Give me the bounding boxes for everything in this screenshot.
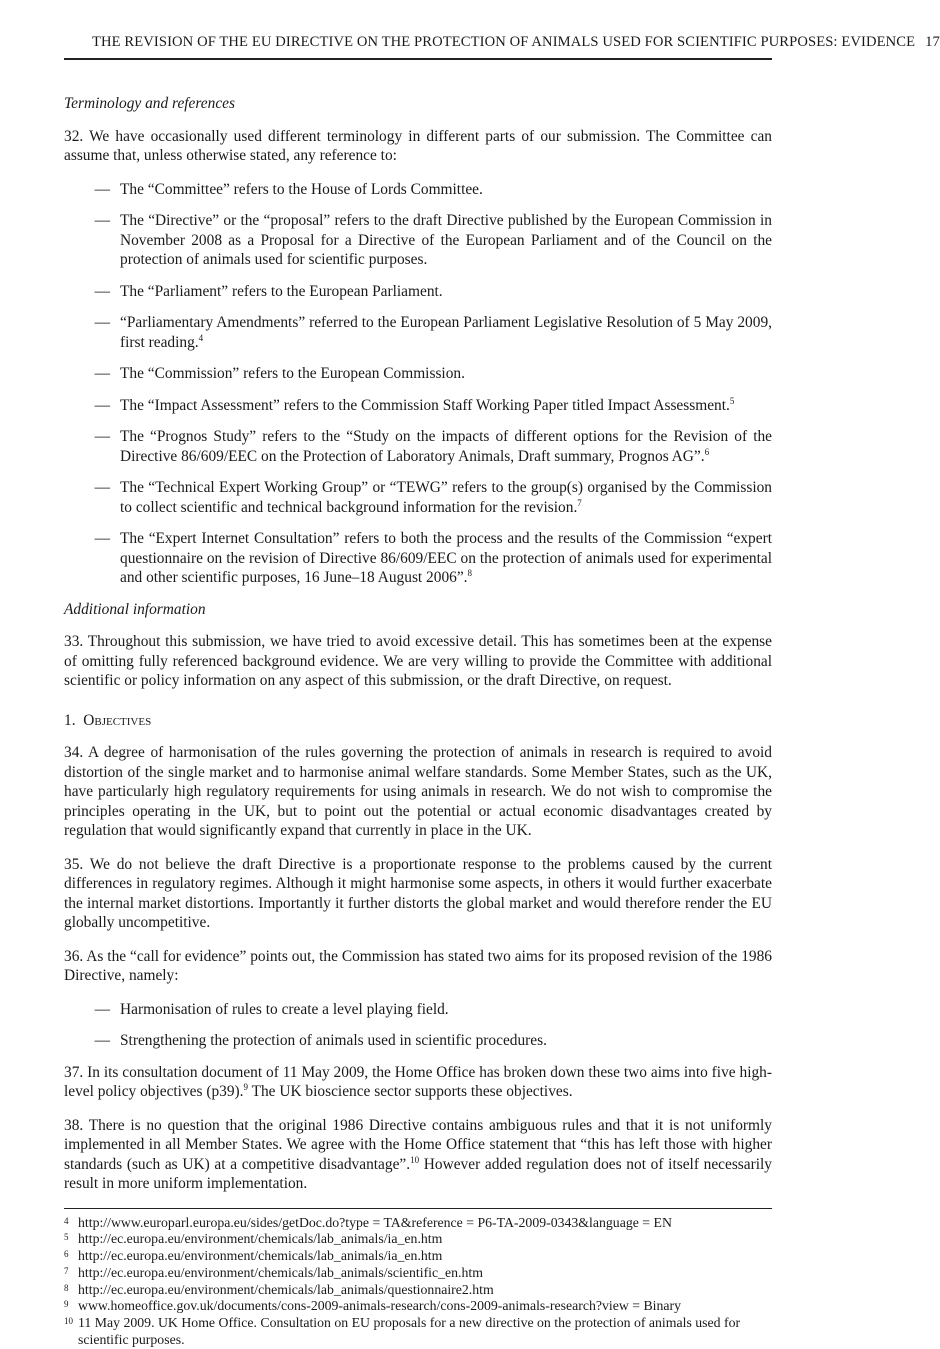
footnote-link[interactable]: http://www.europarl.europa.eu/sides/getDoc.do?type = TA&reference = P6-TA-2009-0343&language = EN	[78, 1214, 672, 1230]
footnote-ref[interactable]: 10	[410, 1154, 420, 1165]
footnote: 10 11 May 2009. UK Home Office. Consultation on EU proposals for a new directive on the protection of animals used for scientific purposes.	[64, 1315, 772, 1349]
footnote-link[interactable]: http://ec.europa.eu/environment/chemicals/lab_animals/ia_en.htm	[78, 1231, 443, 1247]
footnote-ref[interactable]: 8	[467, 567, 473, 578]
page-number: 17	[925, 34, 940, 50]
footnote-ref[interactable]: 7	[577, 497, 582, 508]
terminology-list	[64, 180, 772, 588]
paragraph-35: 35. We do not believe the draft Directive is a proportionate response to the problems caused by the current differences in regulatory regimes. Although it might harmonise some aspects, in others it would further exacerbate the internal market distortions. Importantly it further distorts the global market and would therefore render the EU globally uncompetitive.	[64, 855, 772, 931]
paragraph-33: 33. Throughout this submission, we have tried to avoid excessive detail. This has sometimes been at the expense of omitting fully referenced background evidence. We are very willing to provide the Committee with additional scientific or policy information on any aspect of this submission, or the draft Directive, on request.	[64, 633, 772, 689]
header-rule	[64, 58, 772, 60]
list-item: — Harmonisation of rules to create a level playing field.	[94, 1000, 449, 1018]
footnote-rule	[64, 1208, 772, 1209]
footnote: 4 http://www.europarl.europa.eu/sides/getDoc.do?type = TA&reference = P6-TA-2009-0343&language = EN	[64, 1215, 772, 1232]
paragraph-36: 36. As the “call for evidence” points out, the Commission has stated two aims for its proposed revision of the 1986 Directive, namely:	[64, 947, 772, 984]
footnote: 6 http://ec.europa.eu/environment/chemicals/lab_animals/ia_en.htm	[64, 1248, 772, 1265]
footnote-text: 11 May 2009. UK Home Office. Consultation on EU proposals for a new directive on the protection of animals used for scientific purposes.	[78, 1315, 741, 1348]
list-item: — The “Expert Internet Consultation” refers to both the process and the results of the Commission “expert questionnaire on the revision of Directive 86/609/EEC on the protection of animals used for experimental and other scientific purposes, 16 June–18 August 2006”.$^8$	[94, 530, 772, 586]
footnote: 9 www.homeoffice.gov.uk/documents/cons-2009-animals-research/cons-2009-animals-research?view = Binary	[64, 1298, 772, 1315]
list-item: — The “Directive” or the “proposal” refers to the draft Directive published by the European Commission in November 2008 as a Proposal for a Directive of the European Parliament and of the Council on the protection of animals used for scientific purposes.	[94, 212, 772, 268]
list-item: — The “Parliament” refers to the European Parliament.	[94, 282, 443, 300]
paragraph-37: 37. In its consultation document of 11 May 2009, the Home Office has broken down these two aims into five high-level policy objectives (p39).$^9$ The UK bioscience sector supports these objectives.	[64, 1063, 772, 1100]
terminology-heading: Terminology and references	[64, 95, 235, 112]
footnotes	[64, 1215, 772, 1349]
paragraph-32: 32. We have occasionally used different terminology in different parts of our submission. The Committee can assume that, unless otherwise stated, any reference to:	[64, 127, 772, 164]
list-item: — The “Technical Expert Working Group” or “TEWG” refers to the group(s) organised by the Commission to collect scientific and technical background information for the revision.$^7$	[94, 479, 772, 516]
list-item: — The “Committee” refers to the House of Lords Committee.	[94, 180, 483, 198]
additional-info-heading: Additional information	[64, 600, 206, 618]
running-title: THE REVISION OF THE EU DIRECTIVE ON THE PROTECTION OF ANIMALS USED FOR SCIENTIFIC PURPOSES: EVIDENCE	[92, 34, 916, 50]
footnote-link[interactable]: http://ec.europa.eu/environment/chemicals/lab_animals/scientific_en.htm	[78, 1264, 483, 1280]
section-title: Objectives	[83, 711, 152, 729]
list-item: — “Parliamentary Amendments” referred to the European Parliament Legislative Resolution of 5 May 2009, first reading.$^4$	[94, 314, 772, 351]
list-item: — The “Impact Assessment” refers to the Commission Staff Working Paper titled Impact Assessment.$^5$	[94, 395, 735, 414]
footnote-ref[interactable]: 9	[243, 1081, 249, 1092]
footnote-ref[interactable]: 5	[729, 395, 735, 406]
footnote-ref[interactable]: 6	[704, 446, 710, 457]
footnote-link[interactable]: www.homeoffice.gov.uk/documents/cons-2009-animals-research/cons-2009-animals-research?view = Binary	[78, 1298, 682, 1314]
footnote: 5 http://ec.europa.eu/environment/chemicals/lab_animals/ia_en.htm	[64, 1231, 772, 1248]
paragraph-38: 38. There is no question that the original 1986 Directive contains ambiguous rules and that it is not uniformly implemented in all Member States. We agree with the Home Office statement that “this has left those with higher standards (such as UK) at a competitive disadvantage”.$^{10}$ However added regulation does not of itself necessarily result in more uniform implementation.	[64, 1116, 773, 1192]
footnote-link[interactable]: http://ec.europa.eu/environment/chemicals/lab_animals/ia_en.htm	[78, 1248, 443, 1264]
list-item: — The “Commission” refers to the European Commission.	[94, 365, 465, 382]
footnote-link[interactable]: http://ec.europa.eu/environment/chemicals/lab_animals/questionnaire2.htm	[78, 1281, 494, 1297]
document-body	[64, 94, 772, 1349]
list-item: — Strengthening the protection of animals used in scientific procedures.	[94, 1032, 547, 1049]
aims-list	[64, 1000, 772, 1051]
section-number: 1.	[64, 711, 76, 729]
paragraph-34: 34. A degree of harmonisation of the rules governing the protection of animals in research is required to avoid distortion of the single market and to harmonise animal welfare standards. Some Member States, such as the UK, have particularly high regulatory requirements for using animals in research. We do not wish to compromise the principles operating in the UK, but to point out the potential or actual economic disadvantages created by regulation that would significantly expand that currently in place in the UK.	[64, 744, 772, 839]
list-item: — The “Prognos Study” refers to the “Study on the impacts of different options for the Revision of the Directive 86/609/EEC on the Protection of Laboratory Animals, Draft summary, Prognos AG”.$^6$	[94, 428, 772, 465]
footnote: 7 http://ec.europa.eu/environment/chemicals/lab_animals/scientific_en.htm	[64, 1265, 772, 1282]
running-header	[92, 34, 940, 51]
section-heading	[64, 711, 772, 731]
footnote: 8 http://ec.europa.eu/environment/chemicals/lab_animals/questionnaire2.htm	[64, 1282, 772, 1299]
footnote-ref[interactable]: 4	[198, 332, 204, 343]
